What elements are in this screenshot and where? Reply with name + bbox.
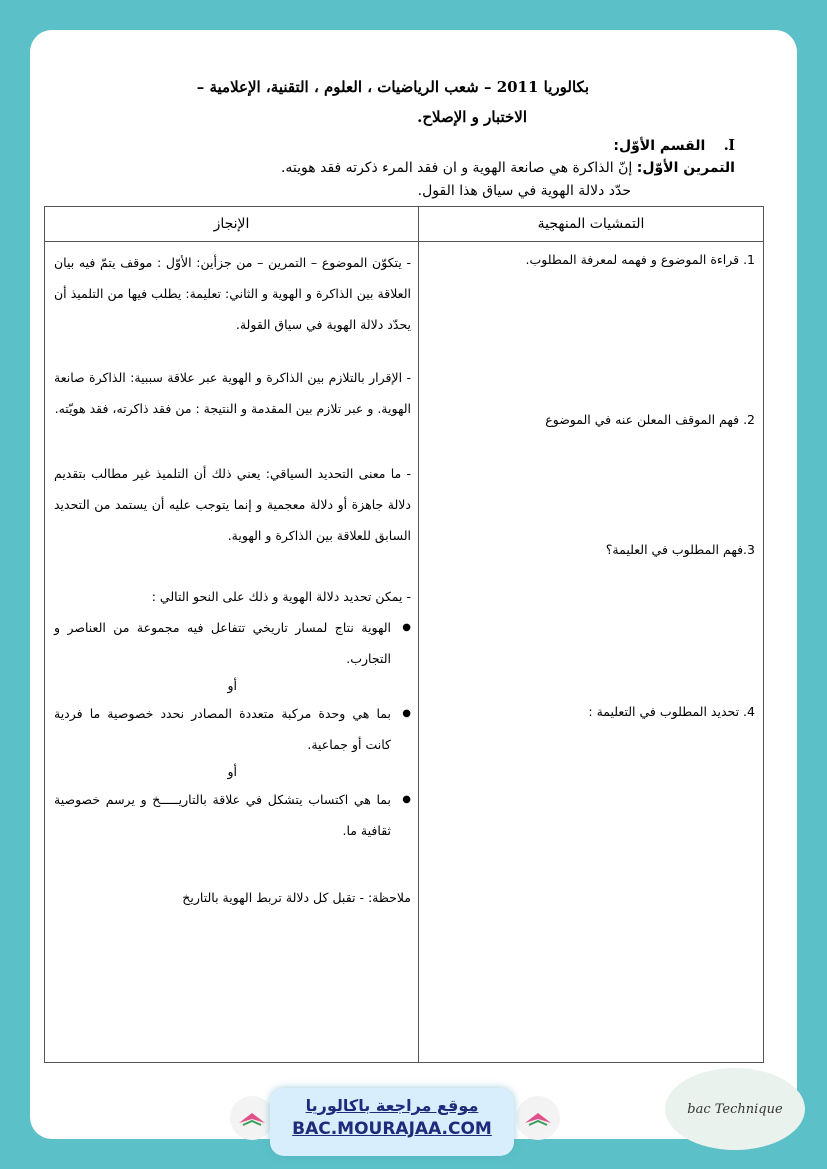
list-item: ● الهوية نتاج لمسار تاريخي تتفاعل فيه مجموعة من العناصر و التجارب. xyxy=(54,612,391,674)
bullet-icon: ● xyxy=(402,794,411,805)
exercise-statement xyxy=(281,160,735,176)
answer-3: - ما معنى التحديد السياقي: يعني ذلك أن التلميذ غير مطالب بتقديم دلالة جاهزة أو دلالة معجمية و إنما يتوجب عليه أن يستمد من التحديد السابق للعلاقة بين الذاكرة و الهوية. xyxy=(54,466,411,543)
method-table xyxy=(44,206,764,1063)
site-logo-icon xyxy=(230,1096,274,1140)
header-method: التمشيات المنهجية xyxy=(419,207,764,242)
or-separator: أو xyxy=(227,678,237,693)
site-url[interactable]: BAC.MOURAJAA.COM xyxy=(292,1119,492,1139)
section-number: I. xyxy=(724,135,735,154)
list-item: ● بما هي وحدة مركبة متعددة المصادر نحدد خصوصية ما فردية كانت أو جماعية. xyxy=(54,698,391,760)
answer-4-intro: - يمكن تحديد دلالة الهوية و ذلك على النحو التالي : xyxy=(151,589,411,604)
answer-4-list xyxy=(46,612,417,674)
exam-subtitle: الاختبار و الإصلاح. xyxy=(417,108,527,126)
step-1: 1. قراءة الموضوع و فهمه لمعرفة المطلوب. xyxy=(525,252,755,267)
bullet-icon: ● xyxy=(402,708,411,719)
exercise-task: حدّد دلالة الهوية في سياق هذا القول. xyxy=(417,183,631,199)
section-heading xyxy=(613,135,735,155)
answer-2: - الإقرار بالتلازم بين الذاكرة و الهوية عبر علاقة سببية: الذاكرة صانعة الهوية. و عبر تلازم بين المقدمة و النتيجة : من فقد ذاكرته، فقد هويّته. xyxy=(54,370,411,416)
bullet-icon: ● xyxy=(402,622,411,633)
exam-title: بكالوريا 2011 – شعب الرياضيات ، العلوم ، التقنية، الإعلامية – xyxy=(196,78,589,96)
list-item: ● بما هي اكتساب يتشكل في علاقة بالتاريـــــخ و يرسم خصوصية ثقافية ما. xyxy=(54,784,391,846)
section-label: القسم الأوّل: xyxy=(613,138,706,154)
answer-note: ملاحظة: - تقبل كل دلالة تربط الهوية بالتاريخ xyxy=(182,890,411,905)
exercise-quote: إنّ الذاكرة هي صانعة الهوية و ان فقد المرء ذكرته فقد هويته. xyxy=(280,160,633,176)
steps-column xyxy=(419,242,764,1063)
or-separator: أو xyxy=(227,764,237,779)
site-logo-icon xyxy=(516,1096,560,1140)
step-4: 4. تحديد المطلوب في التعليمة : xyxy=(588,704,755,719)
bac-technique-logo: bac Technique xyxy=(665,1068,805,1150)
answers-column xyxy=(45,242,419,1063)
header-answer: الإنجاز xyxy=(45,207,419,242)
step-3: 3.فهم المطلوب في العليمة؟ xyxy=(605,542,755,557)
exercise-label: التمرين الأوّل: xyxy=(636,160,735,176)
site-name-arabic[interactable]: موقع مراجعة باكالوريا xyxy=(305,1096,479,1115)
answer-1: - يتكوّن الموضوع – التمرين – من جزأين: الأوّل : موقف يتمّ فيه بيان العلاقة بين الذاكرة و الهوية و الثاني: تعليمة: يطلب فيها من التلميذ أن يحدّد دلالة الهوية في سياق القولة. xyxy=(54,255,411,332)
site-banner[interactable] xyxy=(270,1088,514,1156)
step-2: 2. فهم الموقف المعلن عنه في الموضوع xyxy=(545,412,755,427)
